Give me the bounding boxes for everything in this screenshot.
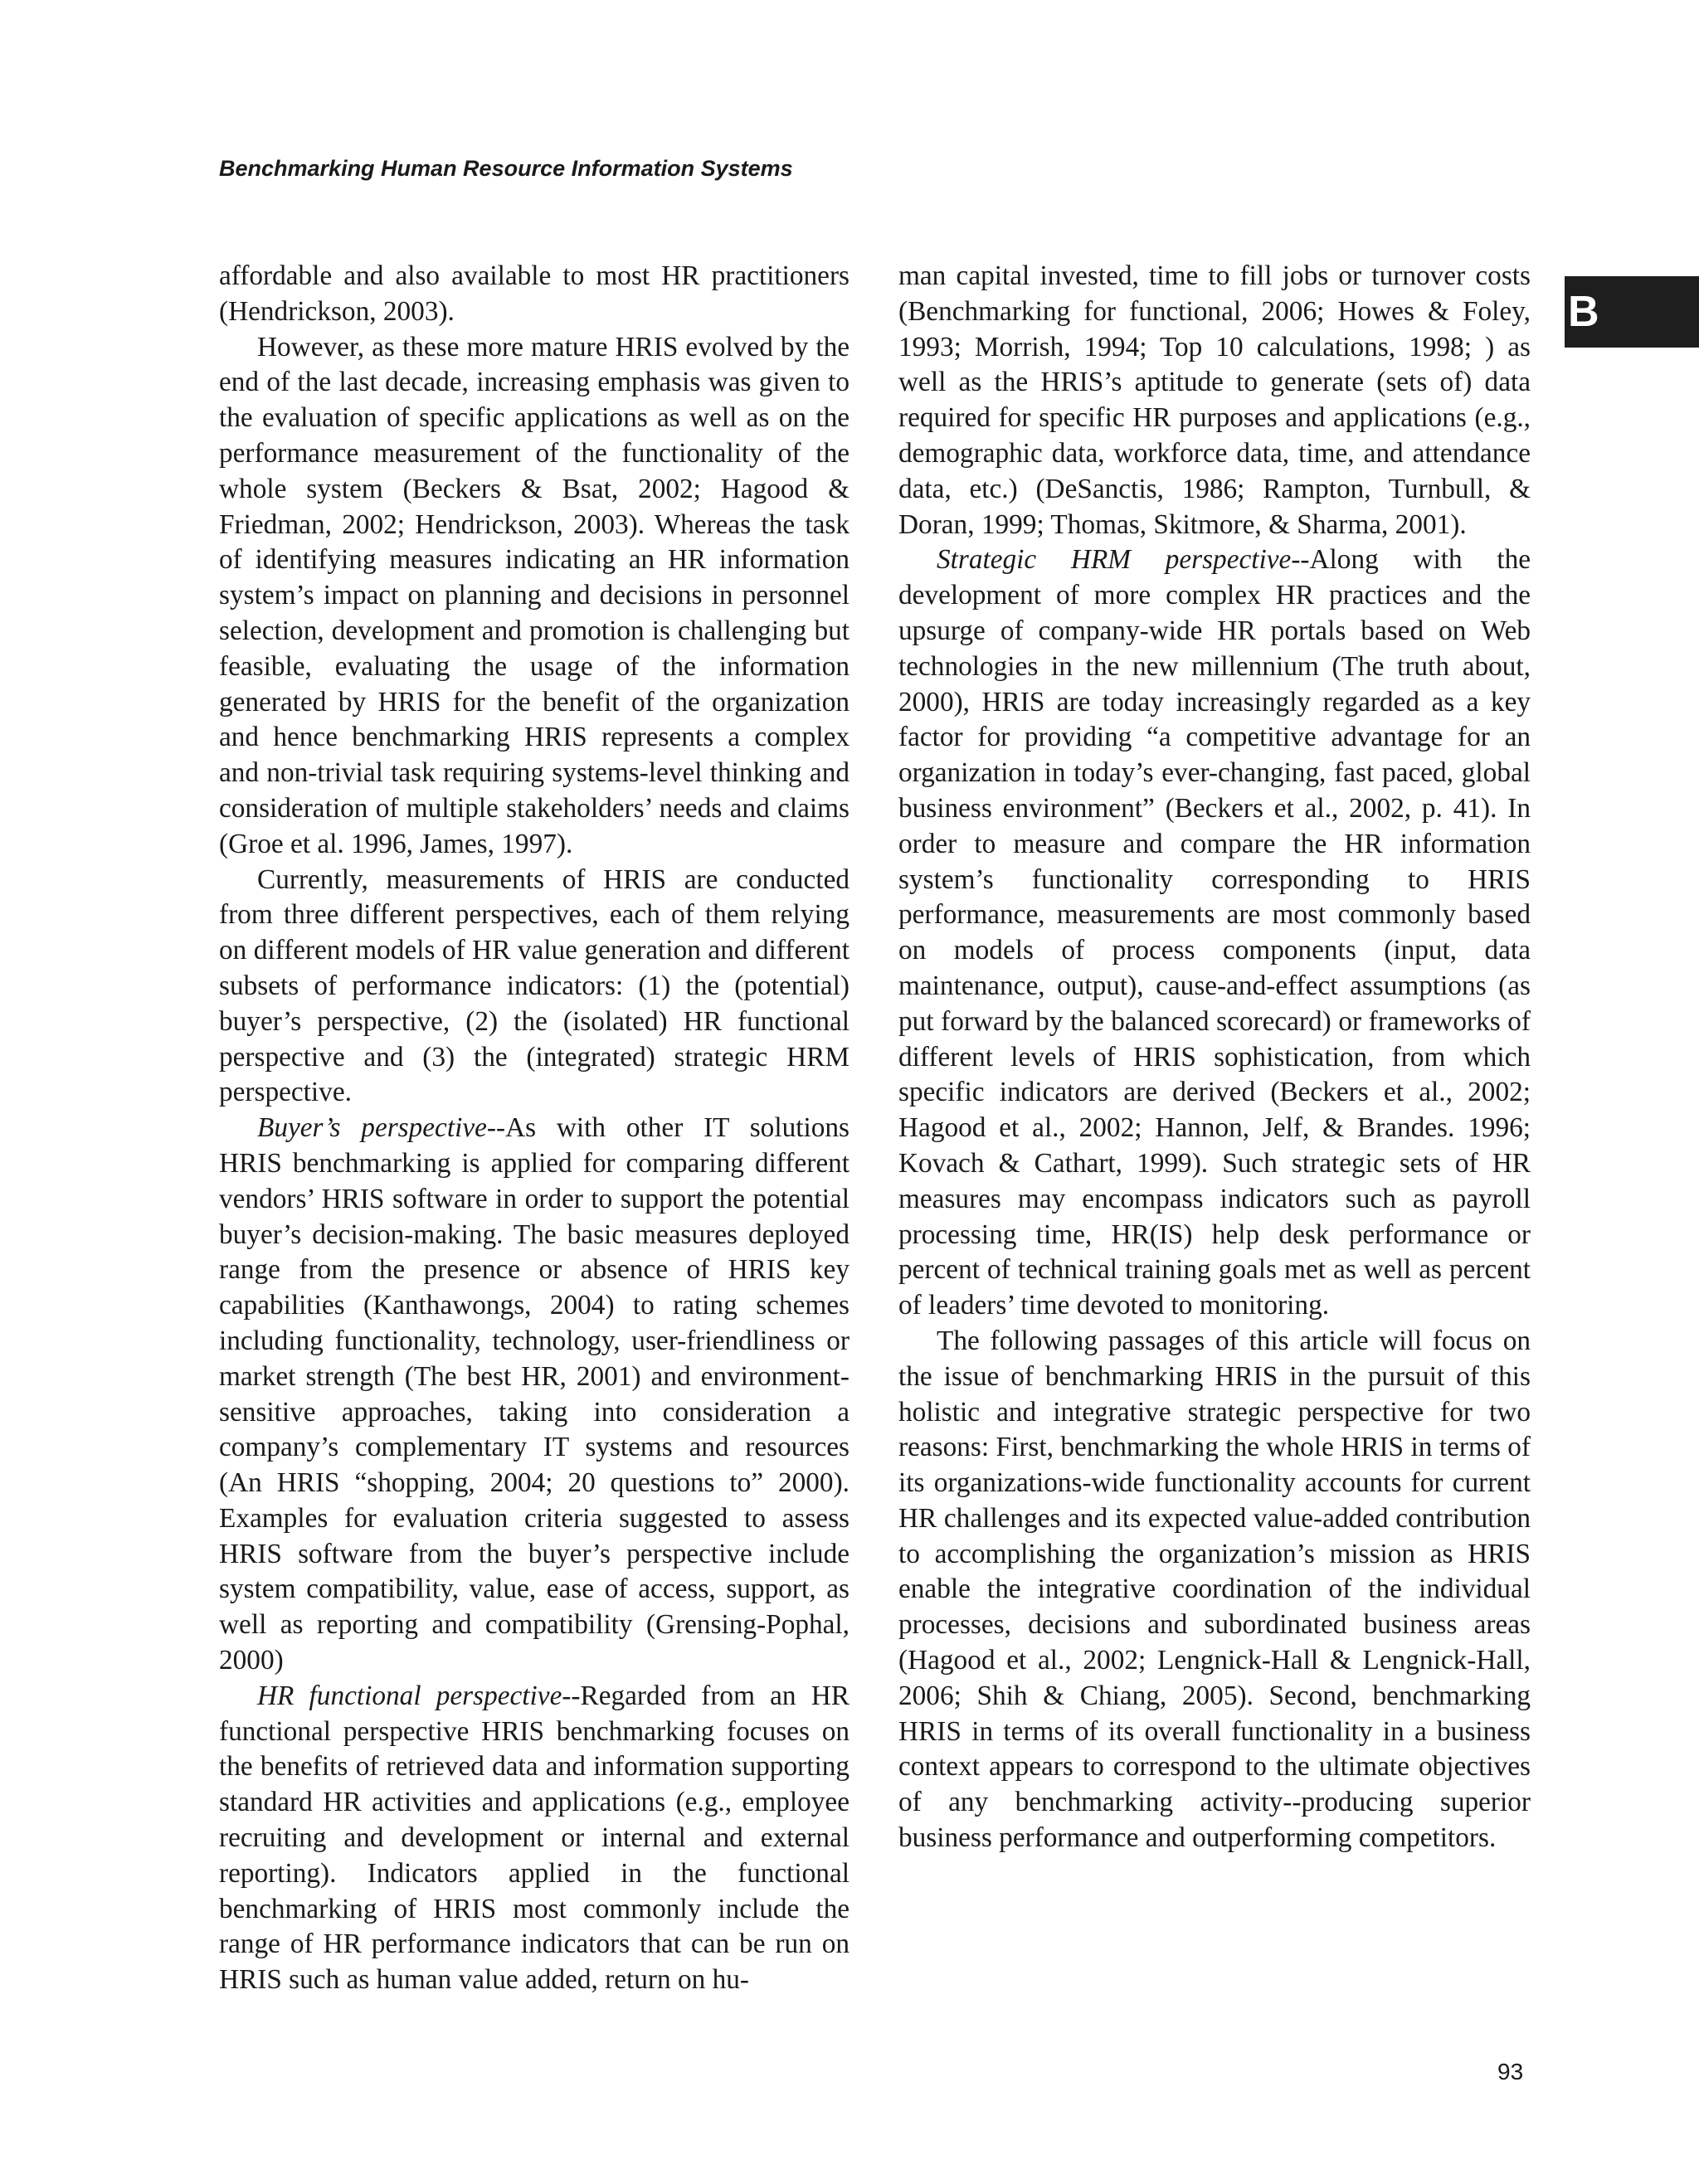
body-paragraph	[219, 1111, 850, 1679]
section-tab	[1565, 276, 1699, 348]
right-column	[898, 259, 1531, 1856]
paragraph-body: --As with other IT solutions HRIS benchmarking is applied for comparing different vendors’ HRIS software in order to support the potential buyer’s decision-making. The basic measures deployed range from the presence or absence of HRIS key capabilities (Kanthawongs, 2004) to rating schemes including functionality, technology, user-friendliness or market strength (The best HR, 2001) and environment-sensitive approaches, taking into consideration a company’s complementary IT systems and resources (An HRIS “shopping, 2004; 20 questions to” 2000). Examples for evaluation criteria suggested to assess HRIS software from the buyer’s perspective include system compatibility, value, ease of access, support, as well as reporting and compatibility (Grensing-Pophal, 2000)	[219, 1112, 850, 1676]
body-paragraph: affordable and also available to most HR practitioners (Hendrickson, 2003).	[219, 260, 850, 327]
body-paragraph: The following passages of this article will focus on the issue of benchmarking HRIS in the pursuit of this holistic and integrative strategic perspective for two reasons: First, benchmarking the whole HRIS in terms of its organizations-wide functionality accounts for current HR challenges and its expected value-added contribution to accomplishing the organization’s mission as HRIS enable the integrative coordination of the individual processes, decisions and subordinated business areas (Hagood et al., 2002; Lengnick-Hall & Lengnick-Hall, 2006; Shih & Chiang, 2005). Second, benchmarking HRIS in terms of its overall functionality in a business context appears to correspond to the ultimate objectives of any benchmarking activity--producing superior business performance and outperforming competitors.	[898, 1325, 1531, 1854]
running-head-title: Benchmarking Human Resource Information Systems	[219, 156, 793, 181]
body-paragraph	[898, 542, 1531, 1324]
paragraph-lead-in: Buyer’s perspective	[257, 1112, 487, 1144]
left-column	[219, 259, 850, 1998]
body-paragraph: However, as these more mature HRIS evolved by the end of the last decade, increasing emphasis was given to the evaluation of specific applications as well as on the performance measurement of the functionality of the whole system (Beckers & Bsat, 2002; Hagood & Friedman, 2002; Hendrickson, 2003). Whereas the task of identifying measures indicating an HR information system’s impact on planning and decisions in personnel selection, development and promotion is challenging but feasible, evaluating the usage of the information generated by HRIS for the benefit of the organization and hence benchmarking HRIS represents a complex and non-trivial task requiring systems-level thinking and consideration of multiple stakeholders’ needs and claims (Groe et al. 1996, James, 1997).	[219, 331, 850, 859]
body-paragraph: Currently, measurements of HRIS are conducted from three different perspectives, each of them relying on different models of HR value generation and different subsets of performance indicators: (1) the (potential) buyer’s perspective, (2) the (isolated) HR functional perspective and (3) the (integrated) strategic HRM perspective.	[219, 863, 850, 1108]
paragraph-lead-in: HR functional perspective	[257, 1680, 562, 1711]
section-tab-letter: B	[1568, 288, 1599, 336]
paragraph-body: --Along with the development of more complex HR practices and the upsurge of company-wide HR portals based on Web technologies in the new millennium (The truth about, 2000), HRIS are today increasingly regarded as a key factor for providing “a competitive advantage for an organization in today’s ever-changing, fast paced, global business environment” (Beckers et al., 2002, p. 41). In order to measure and compare the HR information system’s functionality corresponding to HRIS performance, measurements are most commonly based on models of process components (input, data maintenance, output), cause-and-effect assumptions (as put forward by the balanced scorecard) or frameworks of different levels of HRIS sophistication, from which specific indicators are derived (Beckers et al., 2002; Hagood et al., 2002; Hannon, Jelf, & Brandes. 1996; Kovach & Cathart, 1999). Such strategic sets of HR measures may encompass indicators such as payroll processing time, HR(IS) help desk performance or percent of technical training goals met as well as percent of leaders’ time devoted to monitoring.	[898, 544, 1531, 1321]
body-paragraph	[219, 1679, 850, 1998]
page-number: 93	[1497, 2059, 1524, 2084]
paragraph-body: --Regarded from an HR functional perspective HRIS benchmarking focuses on the benefits of retrieved data and information supporting standard HR activities and applications (e.g., employee recruiting and development or internal and external reporting). Indicators applied in the functional benchmarking of HRIS most commonly include the range of HR performance indicators that can be run on HRIS such as human value added, return on hu-	[219, 1680, 850, 1996]
paragraph-lead-in: Strategic HRM perspective	[937, 544, 1292, 576]
body-paragraph: man capital invested, time to fill jobs or turnover costs (Benchmarking for functional, 2006; Howes & Foley, 1993; Morrish, 1994; Top 10 calculations, 1998; ) as well as the HRIS’s aptitude to generate (sets of) data required for specific HR purposes and applications (e.g., demographic data, workforce data, time, and attendance data, etc.) (DeSanctis, 1986; Rampton, Turnbull, & Doran, 1999; Thomas, Skitmore, & Sharma, 2001).	[898, 260, 1531, 540]
